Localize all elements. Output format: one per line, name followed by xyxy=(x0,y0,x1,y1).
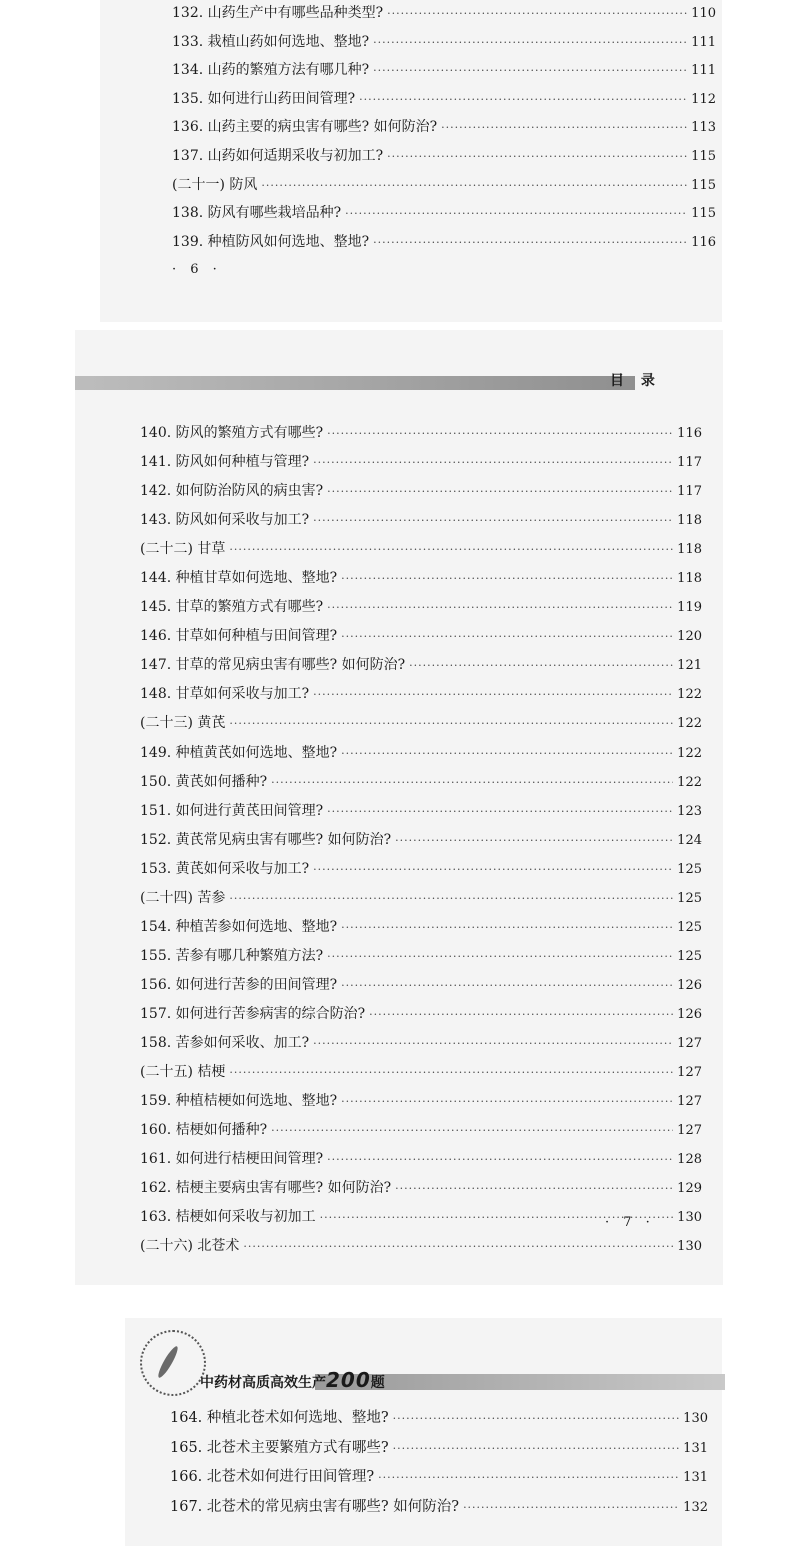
toc-entry-page: 124 xyxy=(677,832,702,848)
header-band xyxy=(75,376,635,390)
toc-entry-page: 118 xyxy=(677,513,702,529)
toc-entry-title: 155. 苦参有哪几种繁殖方法? xyxy=(140,947,324,964)
toc-entry-page: 120 xyxy=(677,629,702,645)
toc-entry-title: 132. 山药生产中有哪些品种类型? xyxy=(172,5,384,21)
dot-leader xyxy=(313,1037,673,1050)
toc-entry-title: 162. 桔梗主要病虫害有哪些? 如何防治? xyxy=(140,1180,392,1197)
book-logo-icon xyxy=(140,1330,206,1396)
toc-list-page-6 xyxy=(172,2,716,259)
toc-entry-title: 147. 甘草的常见病虫害有哪些? 如何防治? xyxy=(140,657,406,674)
toc-entry-title: 163. 桔梗如何采收与初加工 xyxy=(140,1209,316,1226)
toc-entry xyxy=(140,712,702,741)
toc-entry-title: (二十五) 桔梗 xyxy=(140,1064,226,1081)
toc-entry xyxy=(172,2,716,31)
toc-entry-page: 131 xyxy=(683,1440,708,1456)
dot-leader xyxy=(313,514,673,527)
toc-entry-title: 145. 甘草的繁殖方式有哪些? xyxy=(140,599,324,616)
dot-leader xyxy=(327,601,673,614)
book-title-prefix: 中药材高质高效生产 xyxy=(200,1375,326,1391)
toc-entry xyxy=(140,771,702,800)
toc-entry-page: 119 xyxy=(677,600,702,616)
toc-entry-title: 159. 种植桔梗如何选地、整地? xyxy=(140,1093,338,1110)
toc-entry-title: 164. 种植北苍术如何选地、整地? xyxy=(170,1410,389,1426)
dot-leader xyxy=(409,659,673,672)
toc-entry-page: 116 xyxy=(677,426,702,441)
toc-entry-title: 166. 北苍术如何进行田间管理? xyxy=(170,1469,375,1485)
dot-leader xyxy=(378,1471,679,1484)
toc-entry xyxy=(140,654,702,683)
toc-entry xyxy=(170,1495,708,1525)
dot-leader xyxy=(373,236,687,249)
toc-entry-page: 126 xyxy=(677,977,702,993)
toc-entry-title: (二十四) 苦参 xyxy=(140,889,226,906)
dot-leader xyxy=(341,979,673,992)
toc-entry-title: 151. 如何进行黄芪田间管理? xyxy=(140,802,324,819)
toc-entry-page: 113 xyxy=(691,120,716,136)
toc-entry-page: 125 xyxy=(677,861,702,877)
toc-entry-title: 144. 种植甘草如何选地、整地? xyxy=(140,570,338,587)
toc-entry xyxy=(140,480,702,509)
toc-entry-page: 126 xyxy=(677,1006,702,1022)
toc-entry-page: 123 xyxy=(677,803,702,819)
toc-entry-title: 167. 北苍术的常见病虫害有哪些? 如何防治? xyxy=(170,1498,460,1515)
toc-entry xyxy=(140,858,702,887)
toc-entry xyxy=(140,567,702,596)
toc-entry-title: 137. 山药如何适期采收与初加工? xyxy=(172,147,384,164)
toc-entry-title: 160. 桔梗如何播种? xyxy=(140,1122,268,1139)
dot-leader xyxy=(395,834,673,847)
toc-entry-page: 118 xyxy=(677,571,702,587)
toc-entry xyxy=(140,596,702,625)
toc-entry-page: 132 xyxy=(683,1499,708,1515)
dot-leader xyxy=(341,572,673,585)
toc-entry-page: 116 xyxy=(691,234,716,250)
dot-leader xyxy=(341,1095,673,1108)
dot-leader xyxy=(313,688,673,701)
toc-entry-title: 165. 北苍术主要繁殖方式有哪些? xyxy=(170,1439,389,1456)
toc-entry-page: 131 xyxy=(683,1470,708,1485)
toc-entry xyxy=(172,231,716,260)
book-title-number: 200 xyxy=(326,1368,371,1392)
toc-entry-page: 122 xyxy=(677,687,702,703)
dot-leader xyxy=(373,36,687,49)
toc-entry-page: 127 xyxy=(677,1123,702,1139)
dot-leader xyxy=(463,1501,679,1514)
toc-entry-page: 115 xyxy=(691,148,716,164)
toc-entry-title: 150. 黄芪如何播种? xyxy=(140,773,268,790)
toc-entry xyxy=(140,1119,702,1148)
toc-entry-title: (二十三) 黄芪 xyxy=(140,715,226,732)
toc-entry-title: 148. 甘草如何采收与加工? xyxy=(140,686,310,703)
toc-entry-title: 146. 甘草如何种植与田间管理? xyxy=(140,628,338,645)
dot-leader xyxy=(229,717,673,730)
toc-entry-title: 149. 种植黄芪如何选地、整地? xyxy=(140,744,338,761)
toc-entry-page: 122 xyxy=(677,716,702,732)
toc-entry-title: 142. 如何防治防风的病虫害? xyxy=(140,483,324,500)
toc-entry-page: 125 xyxy=(677,890,702,906)
toc-entry xyxy=(140,945,702,974)
dot-leader xyxy=(327,485,673,498)
dot-leader xyxy=(229,1066,673,1079)
toc-list-page-8 xyxy=(170,1406,708,1524)
toc-entry-page: 117 xyxy=(677,455,702,471)
toc-entry xyxy=(140,800,702,829)
toc-entry xyxy=(140,1148,702,1177)
toc-entry xyxy=(140,1061,702,1090)
toc-entry xyxy=(140,422,702,451)
toc-entry-title: 139. 种植防风如何选地、整地? xyxy=(172,233,370,250)
dot-leader xyxy=(327,805,673,818)
toc-entry-title: 133. 栽植山药如何选地、整地? xyxy=(172,33,370,50)
dot-leader xyxy=(373,64,687,77)
toc-entry-title: 157. 如何进行苦参病害的综合防治? xyxy=(140,1005,366,1022)
toc-entry-page: 112 xyxy=(691,91,716,107)
toc-entry xyxy=(140,625,702,654)
toc-entry-page: 125 xyxy=(677,919,702,935)
dot-leader xyxy=(387,7,687,20)
toc-entry xyxy=(140,1090,702,1119)
toc-entry xyxy=(172,174,716,203)
toc-entry xyxy=(140,1177,702,1206)
toc-entry xyxy=(140,1032,702,1061)
dot-leader xyxy=(261,179,687,192)
toc-entry-page: 121 xyxy=(677,658,702,674)
toc-entry-title: 140. 防风的繁殖方式有哪些? xyxy=(140,425,324,441)
dot-leader xyxy=(243,1240,673,1253)
toc-entry-title: 138. 防风有哪些栽培品种? xyxy=(172,205,342,222)
toc-entry xyxy=(140,451,702,480)
page-header-title: 目 录 xyxy=(610,373,661,389)
toc-entry-page: 111 xyxy=(691,34,716,50)
toc-entry-page: 115 xyxy=(691,206,716,222)
toc-entry xyxy=(172,145,716,174)
toc-entry xyxy=(140,683,702,712)
toc-page-8 xyxy=(125,1318,722,1546)
dot-leader xyxy=(341,630,673,643)
toc-entry-page: 127 xyxy=(677,1035,702,1051)
dot-leader xyxy=(345,207,687,220)
toc-entry xyxy=(172,116,716,145)
dot-leader xyxy=(395,1182,673,1195)
toc-entry-title: 161. 如何进行桔梗田间管理? xyxy=(140,1151,324,1168)
toc-entry-page: 129 xyxy=(677,1181,702,1197)
toc-entry xyxy=(140,1235,702,1264)
toc-page-7 xyxy=(75,330,723,1285)
toc-entry xyxy=(140,916,702,945)
toc-entry-title: 136. 山药主要的病虫害有哪些? 如何防治? xyxy=(172,119,438,136)
toc-entry xyxy=(170,1436,708,1466)
toc-entry xyxy=(170,1465,708,1495)
toc-entry xyxy=(172,88,716,117)
dot-leader xyxy=(313,456,673,469)
dot-leader xyxy=(271,1124,673,1137)
toc-entry-title: (二十二) 甘草 xyxy=(140,541,226,558)
toc-entry-page: 130 xyxy=(677,1210,702,1226)
toc-entry-page: 122 xyxy=(677,745,702,761)
toc-entry-title: 143. 防风如何采收与加工? xyxy=(140,512,310,529)
dot-leader xyxy=(393,1412,680,1425)
toc-entry xyxy=(140,974,702,1003)
book-title xyxy=(200,1368,385,1392)
toc-entry xyxy=(140,829,702,858)
toc-entry-page: 127 xyxy=(677,1094,702,1110)
toc-entry-page: 130 xyxy=(683,1411,708,1426)
toc-entry-page: 122 xyxy=(677,774,702,790)
toc-entry-page: 110 xyxy=(691,6,716,21)
toc-entry-title: 134. 山药的繁殖方法有哪几种? xyxy=(172,62,370,79)
dot-leader xyxy=(341,921,673,934)
dot-leader xyxy=(387,150,687,163)
toc-entry xyxy=(172,59,716,88)
toc-entry xyxy=(172,202,716,231)
toc-entry xyxy=(140,538,702,567)
toc-entry-title: 158. 苦参如何采收、加工? xyxy=(140,1034,310,1051)
toc-entry-title: (二十六) 北苍术 xyxy=(140,1238,240,1255)
dot-leader xyxy=(313,863,673,876)
dot-leader xyxy=(327,950,673,963)
dot-leader xyxy=(369,1008,673,1021)
toc-entry xyxy=(140,509,702,538)
toc-entry xyxy=(140,887,702,916)
toc-entry xyxy=(172,31,716,60)
toc-entry-page: 117 xyxy=(677,484,702,500)
toc-entry-title: 156. 如何进行苦参的田间管理? xyxy=(140,976,338,993)
toc-entry-page: 125 xyxy=(677,948,702,964)
page-number: · 7 · xyxy=(605,1215,655,1230)
toc-entry-title: 153. 黄芪如何采收与加工? xyxy=(140,860,310,877)
dot-leader xyxy=(327,1153,673,1166)
toc-entry-title: 141. 防风如何种植与管理? xyxy=(140,454,310,471)
toc-entry-page: 127 xyxy=(677,1065,702,1081)
page-number: · 6 · xyxy=(172,262,222,277)
toc-entry-page: 128 xyxy=(677,1152,702,1168)
toc-list-page-7 xyxy=(140,422,702,1264)
dot-leader xyxy=(327,427,673,440)
dot-leader xyxy=(229,543,673,556)
toc-entry-page: 115 xyxy=(691,177,716,193)
book-title-suffix: 题 xyxy=(370,1375,385,1391)
toc-entry-page: 118 xyxy=(677,542,702,558)
toc-entry-title: (二十一) 防风 xyxy=(172,176,258,193)
dot-leader xyxy=(393,1442,680,1455)
dot-leader xyxy=(359,93,687,106)
toc-entry-title: 135. 如何进行山药田间管理? xyxy=(172,90,356,107)
toc-entry-title: 152. 黄芪常见病虫害有哪些? 如何防治? xyxy=(140,831,392,848)
dot-leader xyxy=(341,747,673,760)
toc-entry xyxy=(140,742,702,771)
dot-leader xyxy=(441,121,687,134)
toc-entry xyxy=(170,1406,708,1436)
toc-entry-title: 154. 种植苦参如何选地、整地? xyxy=(140,918,338,935)
toc-page-6 xyxy=(100,0,722,322)
dot-leader xyxy=(229,892,673,905)
toc-entry-page: 111 xyxy=(691,63,716,79)
dot-leader xyxy=(271,776,673,789)
toc-entry xyxy=(140,1003,702,1032)
toc-entry-page: 130 xyxy=(677,1239,702,1255)
